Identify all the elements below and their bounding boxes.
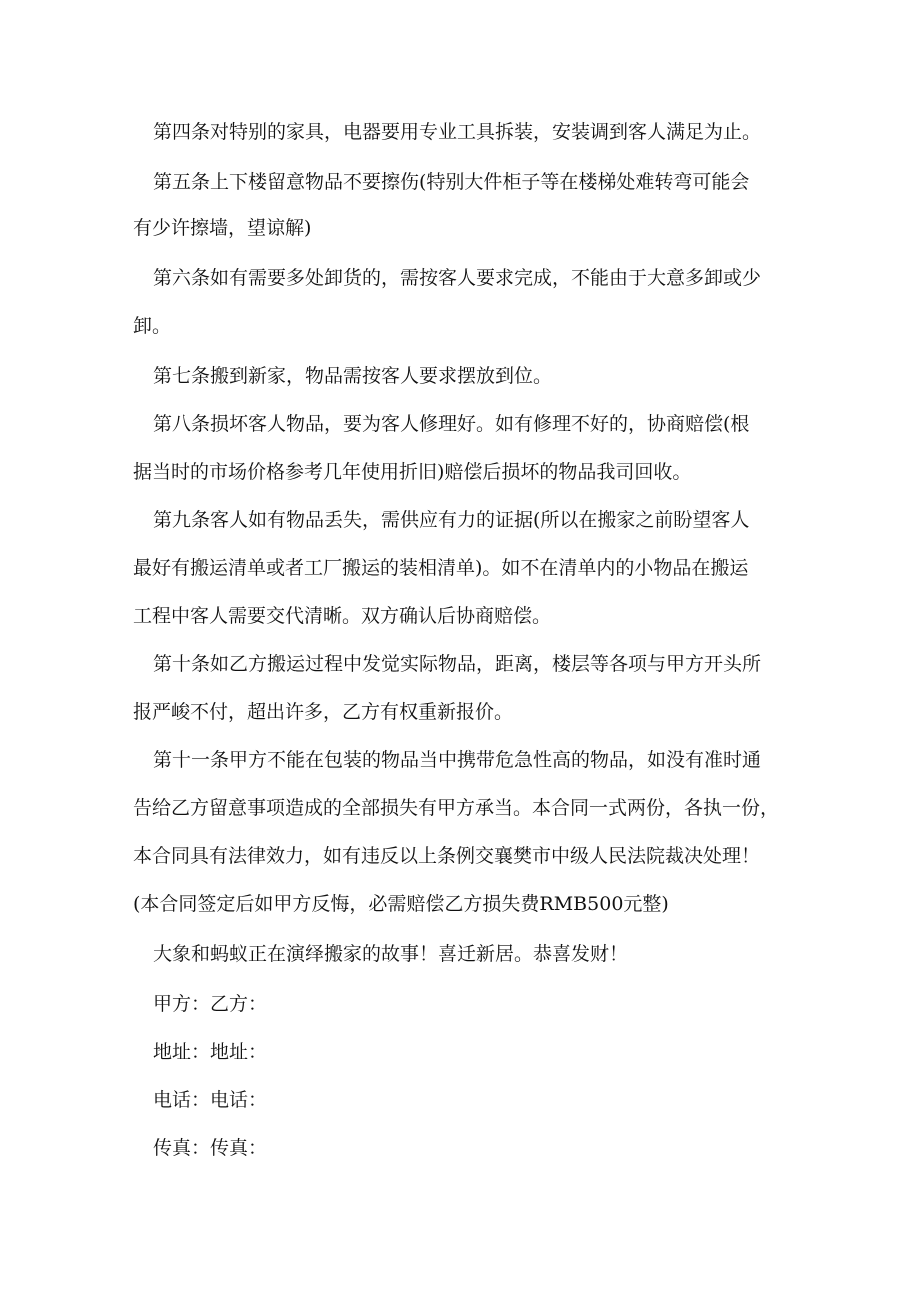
clause-9-cont-1: 最好有搬运清单或者工厂搬运的装相清单)。如不在清单内的小物品在搬运 [133, 557, 749, 579]
address-field: 地址：地址： [153, 1041, 268, 1063]
clause-8-cont: 据当时的市场价格参考几年使用折旧)赔偿后损坏的物品我司回收。 [133, 461, 692, 483]
clause-8: 第八条损坏客人物品，要为客人修理好。如有修理不好的，协商赔偿(根 [153, 413, 750, 435]
clause-10-cont: 报严峻不付，超出许多，乙方有权重新报价。 [133, 701, 514, 723]
party-field: 甲方：乙方： [153, 993, 268, 1015]
clause-5-cont: 有少许擦墙，望谅解) [133, 217, 312, 239]
clause-7: 第七条搬到新家，物品需按客人要求摆放到位。 [153, 365, 553, 387]
phone-field: 电话：电话： [153, 1089, 268, 1111]
penalty-note: (本合同签定后如甲方反悔，必需赔偿乙方损失费RMB500元整) [133, 893, 669, 915]
clause-11-cont-1: 告给乙方留意事项造成的全部损失有甲方承当。本合同一式两份，各执一份， [133, 797, 780, 819]
clause-4: 第四条对特别的家具，电器要用专业工具拆装，安装调到客人满足为止。 [153, 121, 762, 143]
closing-greeting: 大象和蚂蚁正在演绎搬家的故事！喜迁新居。恭喜发财！ [153, 943, 629, 965]
clause-9: 第九条客人如有物品丢失，需供应有力的证据(所以在搬家之前盼望客人 [153, 509, 750, 531]
clause-6-cont: 卸。 [133, 315, 172, 337]
fax-field: 传真：传真： [153, 1137, 268, 1159]
clause-6: 第六条如有需要多处卸货的，需按客人要求完成，不能由于大意多卸或少 [153, 267, 762, 289]
clause-10: 第十条如乙方搬运过程中发觉实际物品，距离，楼层等各项与甲方开头所 [153, 653, 762, 675]
clause-9-cont-2: 工程中客人需要交代清晰。双方确认后协商赔偿。 [133, 605, 552, 627]
clause-5: 第五条上下楼留意物品不要擦伤(特别大件柜子等在楼梯处难转弯可能会 [153, 171, 750, 193]
clause-11: 第十一条甲方不能在包装的物品当中携带危急性高的物品，如没有准时通 [153, 749, 762, 771]
clause-11-cont-2: 本合同具有法律效力，如有违反以上条例交襄樊市中级人民法院裁决处理！ [133, 845, 761, 867]
